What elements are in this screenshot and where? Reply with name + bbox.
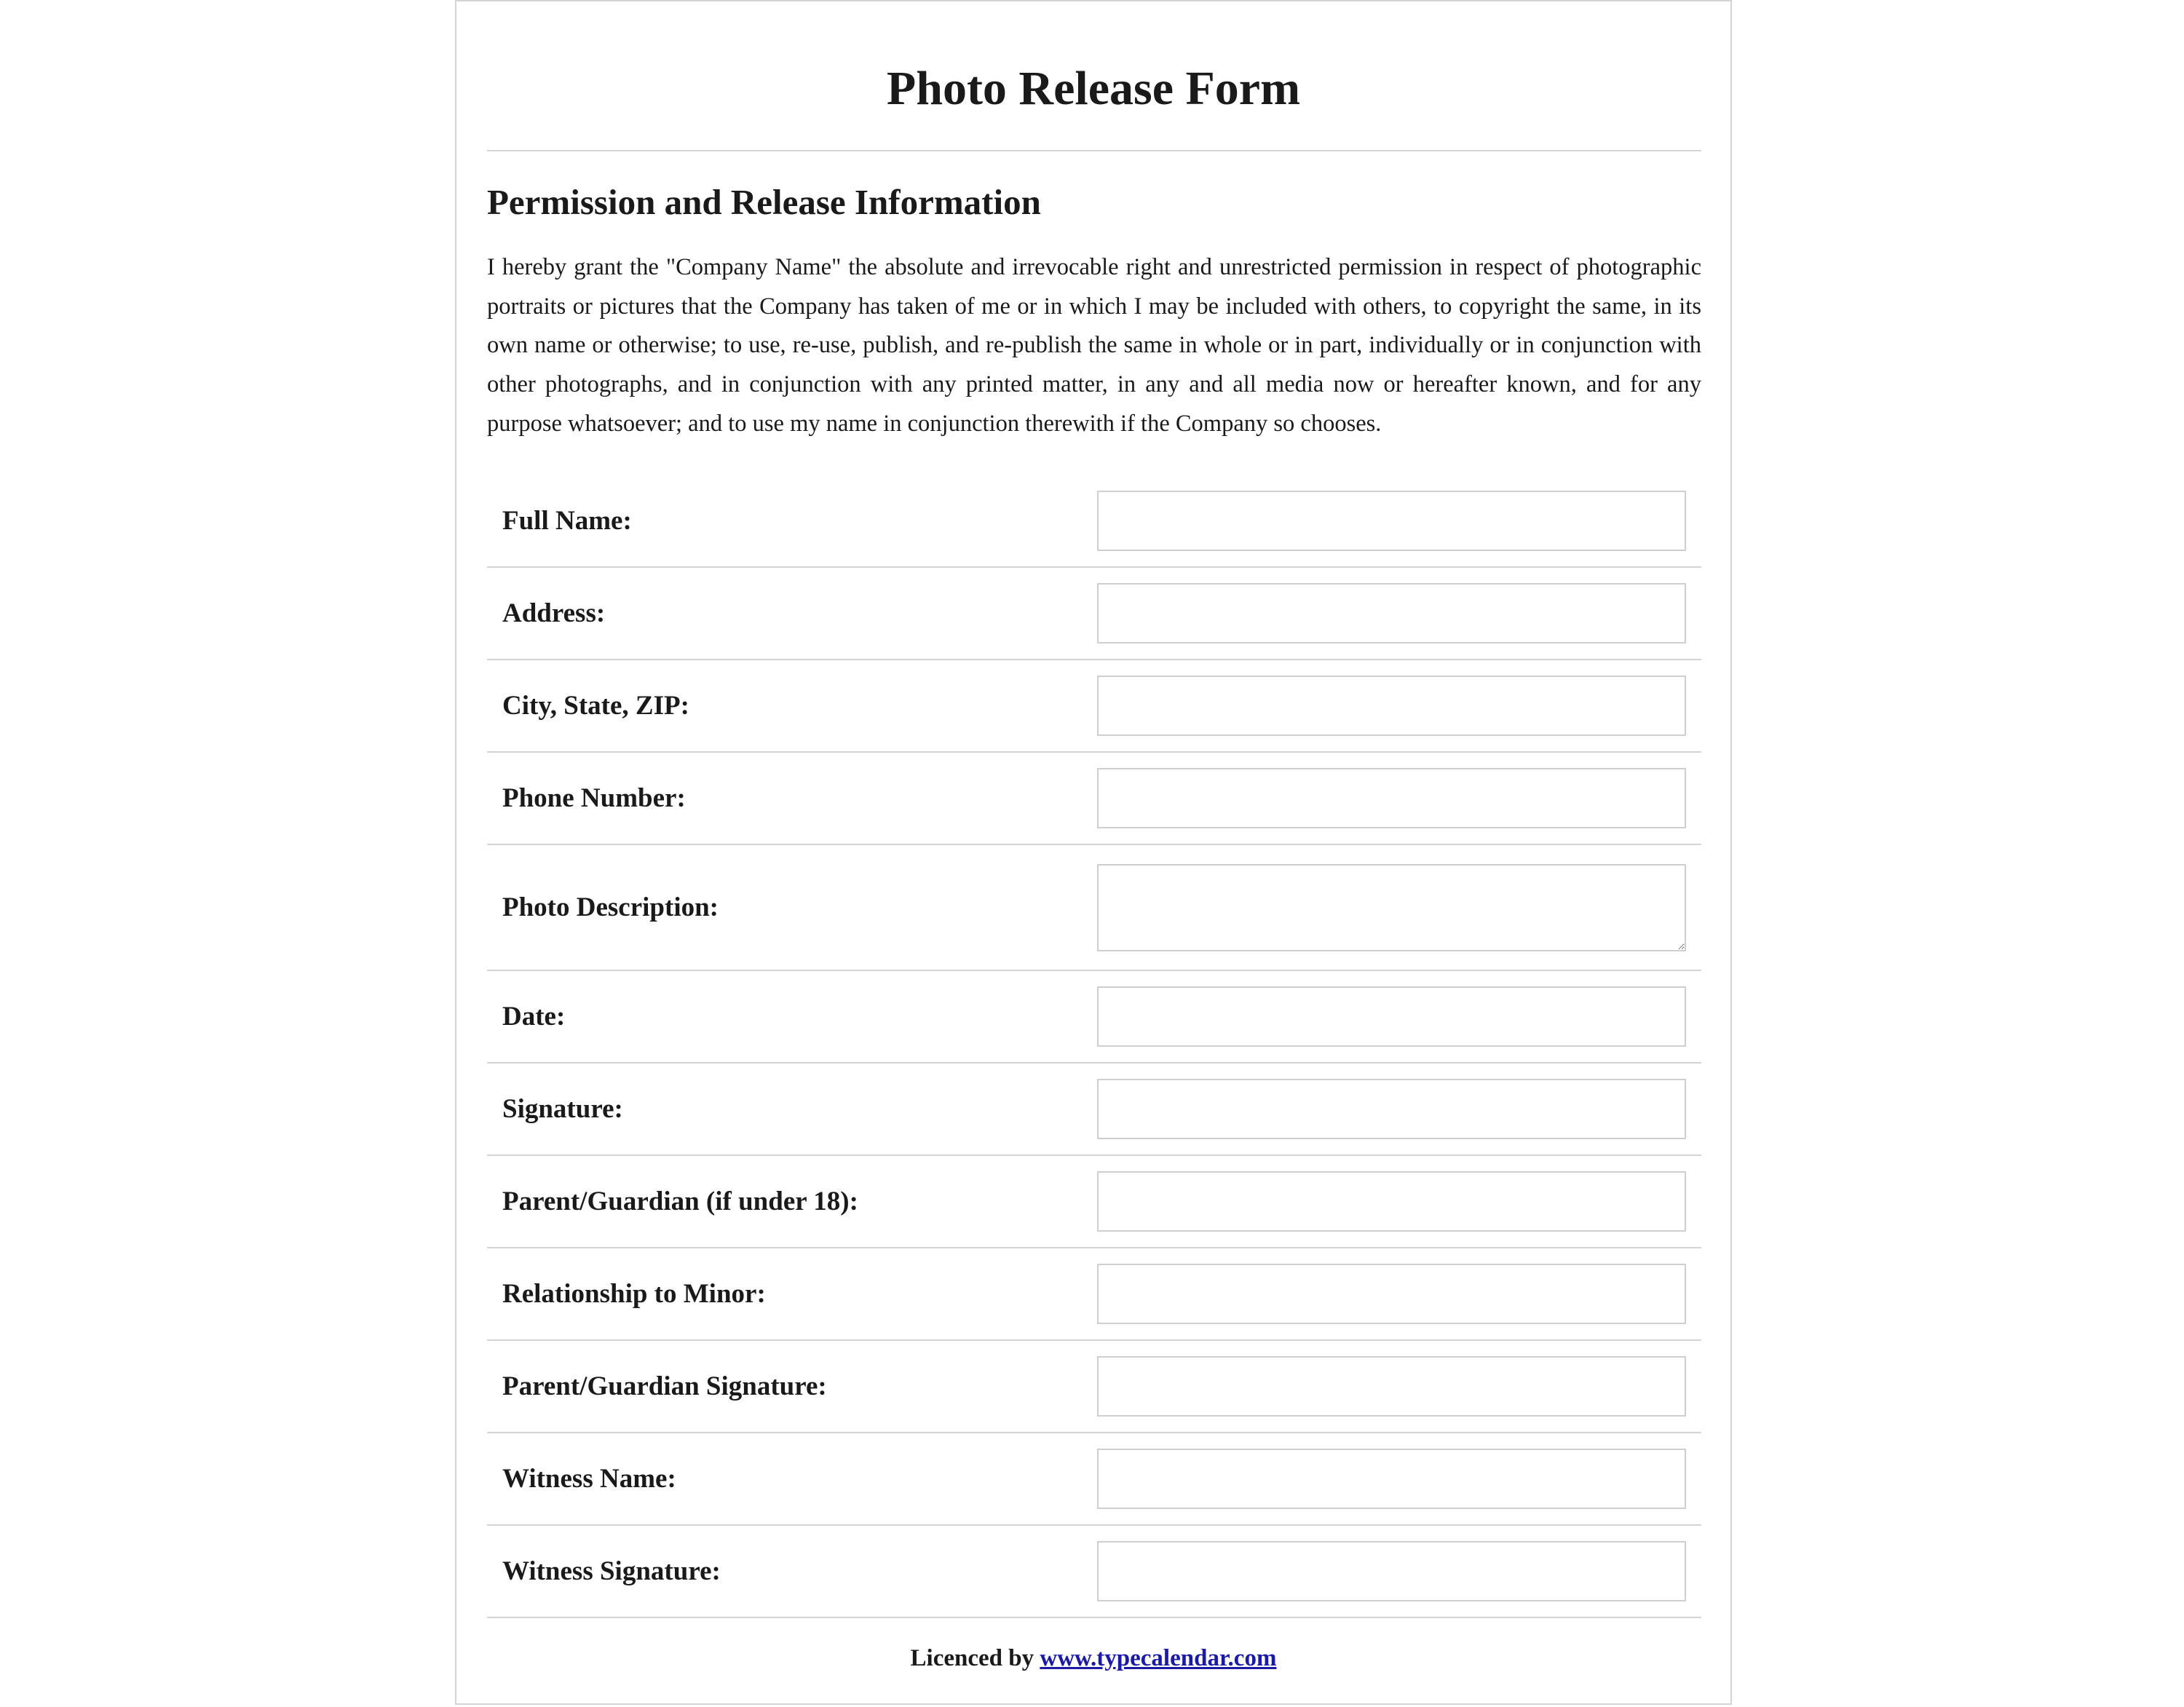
- parent-guardian-label: Parent/Guardian (if under 18):: [487, 1155, 1097, 1248]
- form-row-address: [487, 567, 1701, 660]
- witness-signature-input[interactable]: [1097, 1541, 1686, 1601]
- phone-number-label: Phone Number:: [487, 752, 1097, 844]
- parent-guardian-input[interactable]: [1097, 1171, 1686, 1232]
- form-row-date: [487, 970, 1701, 1063]
- signature-input[interactable]: [1097, 1079, 1686, 1139]
- release-text: I hereby grant the "Company Name" the absolute and irrevocable right and unrestricted permission in respect of photographic portraits or pictures that the Company has taken of me or in which I may be included with others, to copyright the same, in its own name or otherwise; to use, re-use, publish, and re-publish the same in whole or in part, individually or in conjunction with other photographs, and in conjunction with any printed matter, in any and all media now or hereafter known, and for any purpose whatsoever; and to use my name in conjunction therewith if the Company so chooses.: [487, 254, 1701, 437]
- form-row-full-name: [487, 475, 1701, 567]
- relationship-to-minor-label: Relationship to Minor:: [487, 1248, 1097, 1340]
- photo-description-label: Photo Description:: [487, 844, 1097, 970]
- address-label: Address:: [487, 567, 1097, 660]
- form-page: [455, 0, 1732, 1705]
- signature-label: Signature:: [487, 1063, 1097, 1155]
- form-row-phone-number: [487, 752, 1701, 844]
- form-row-city-state-zip: [487, 660, 1701, 752]
- relationship-to-minor-input[interactable]: [1097, 1264, 1686, 1324]
- form-row-parent-guardian: [487, 1155, 1701, 1248]
- form-row-parent-guardian-signature: [487, 1340, 1701, 1433]
- parent-guardian-signature-label: Parent/Guardian Signature:: [487, 1340, 1097, 1433]
- form-row-signature: [487, 1063, 1701, 1155]
- license-footer: [456, 1645, 1730, 1672]
- city-state-zip-label: City, State, ZIP:: [487, 660, 1097, 752]
- date-input[interactable]: [1097, 986, 1686, 1047]
- full-name-input[interactable]: [1097, 491, 1686, 551]
- address-input[interactable]: [1097, 583, 1686, 643]
- city-state-zip-input[interactable]: [1097, 676, 1686, 736]
- witness-name-input[interactable]: [1097, 1449, 1686, 1509]
- typecalendar-link[interactable]: www.typecalendar.com: [1040, 1645, 1277, 1671]
- form-row-witness-signature: [487, 1525, 1701, 1617]
- full-name-label: Full Name:: [487, 475, 1097, 567]
- form-row-relationship-to-minor: [487, 1248, 1701, 1340]
- witness-signature-label: Witness Signature:: [487, 1525, 1097, 1617]
- section-heading: Permission and Release Information: [487, 182, 1041, 222]
- form-row-witness-name: [487, 1433, 1701, 1525]
- parent-guardian-signature-input[interactable]: [1097, 1356, 1686, 1417]
- witness-name-label: Witness Name:: [487, 1433, 1097, 1525]
- phone-number-input[interactable]: [1097, 768, 1686, 828]
- date-label: Date:: [487, 970, 1097, 1063]
- license-prefix: Licenced by: [910, 1645, 1040, 1671]
- release-form-table: [487, 475, 1701, 1618]
- title-divider: [487, 150, 1701, 151]
- page-title: Photo Release Form: [886, 62, 1301, 115]
- form-row-photo-description: [487, 844, 1701, 970]
- photo-description-textarea[interactable]: [1097, 864, 1686, 951]
